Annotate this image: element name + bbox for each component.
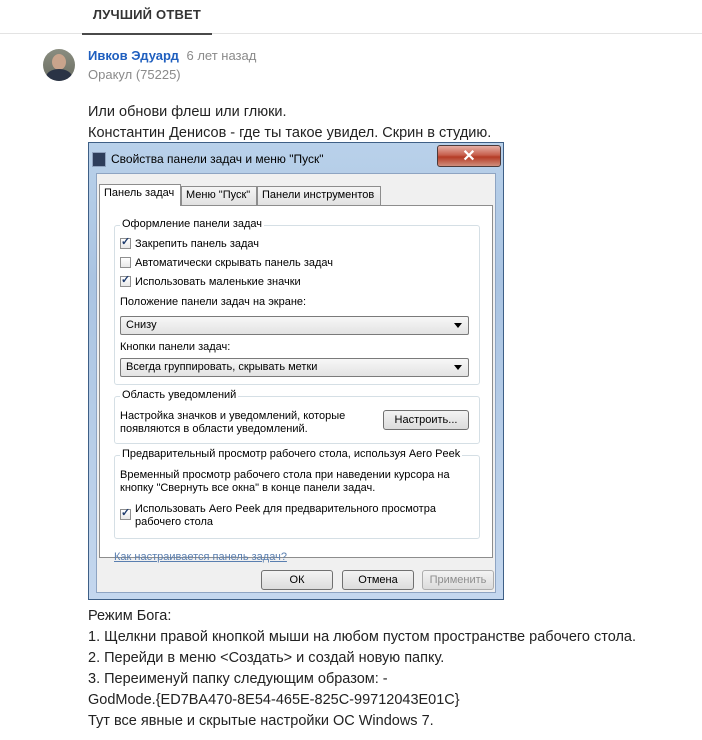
answer-time: 6 лет назад	[186, 48, 257, 63]
answer-text-line: Или обнови флеш или глюки.	[88, 104, 287, 120]
dialog-titlebar	[89, 143, 503, 173]
buttons-label: Кнопки панели задач:	[120, 341, 231, 353]
answer-text-line: Константин Денисов - где ты такое увидел. Скрин в студию.	[88, 125, 492, 141]
dialog-title: Свойства панели задач и меню "Пуск"	[111, 152, 324, 166]
group-label: Предварительный просмотр рабочего стола, используя Aero Peek	[122, 448, 461, 460]
notify-desc: появляются в области уведомлений.	[120, 423, 308, 435]
peek-desc: кнопку "Свернуть все окна" в конце панели задач.	[120, 482, 376, 494]
dropdown-arrow-icon	[454, 365, 462, 370]
lock-taskbar-checkbox[interactable]: ✓Закрепить панель задач	[120, 238, 259, 250]
cancel-button[interactable]: Отмена	[342, 570, 414, 590]
notify-desc: Настройка значков и уведомлений, которые	[120, 410, 346, 422]
group-taskbar-appearance	[114, 218, 480, 385]
answer-text-line: 3. Переименуй папку следующим образом: -	[88, 671, 388, 687]
autohide-checkbox[interactable]: Автоматически скрывать панель задач	[120, 257, 333, 269]
aero-peek-checkbox[interactable]: ✓Использовать Aero Peek для предварительного просмотра рабочего стола	[120, 503, 436, 529]
tab-panel	[99, 205, 493, 563]
answer-text-line: Режим Бога:	[88, 608, 172, 624]
taskbar-icon	[92, 152, 106, 167]
avatar-face	[52, 54, 66, 70]
author-name-link[interactable]: Ивков Эдуард	[88, 48, 179, 63]
tab-start-menu[interactable]: Меню "Пуск"	[181, 186, 257, 205]
apply-button: Применить	[422, 570, 494, 590]
group-label: Оформление панели задач	[122, 218, 263, 230]
answer-text-line: GodMode.{ED7BA470-8E54-465E-825C-99712043E01C}	[88, 692, 460, 708]
small-icons-checkbox[interactable]: ✓Использовать маленькие значки	[120, 276, 301, 288]
peek-desc: Временный просмотр рабочего стола при наведении курсора на	[120, 469, 450, 481]
group-label: Область уведомлений	[122, 389, 237, 401]
answer-tabbar	[0, 0, 702, 34]
dialog-screenshot	[88, 142, 504, 600]
dropdown-arrow-icon	[454, 323, 462, 328]
checkbox-checked-icon	[120, 238, 131, 249]
buttons-combo[interactable]: Всегда группировать, скрывать метки	[120, 358, 469, 377]
answer-text-line: 2. Перейди в меню <Создать> и создай новую папку.	[88, 650, 445, 666]
help-link[interactable]: Как настраивается панель задач?	[114, 551, 287, 563]
tab-taskbar[interactable]: Панель задач	[99, 184, 181, 206]
author-rank: Оракул (75225)	[88, 67, 181, 82]
group-aero-peek	[114, 448, 480, 539]
avatar-body	[46, 69, 72, 81]
ok-button[interactable]: ОК	[261, 570, 333, 590]
checkbox-checked-icon	[120, 276, 131, 287]
customize-button[interactable]: Настроить...	[383, 410, 469, 430]
checkbox-empty-icon	[120, 257, 131, 268]
group-notification-area	[114, 389, 480, 444]
position-label: Положение панели задач на экране:	[120, 296, 307, 308]
author-line	[88, 48, 256, 63]
checkbox-checked-icon	[120, 509, 131, 520]
dialog-client	[96, 173, 496, 593]
position-combo[interactable]: Снизу	[120, 316, 469, 335]
tab-toolbars[interactable]: Панели инструментов	[257, 186, 381, 205]
close-icon: ✕	[462, 148, 476, 165]
close-button[interactable]	[437, 145, 501, 167]
avatar[interactable]	[43, 49, 75, 81]
answer-text-line: Тут все явные и скрытые настройки ОС Windows 7.	[88, 713, 434, 729]
answer-text-line: 1. Щелкни правой кнопкой мыши на любом пустом пространстве рабочего стола.	[88, 629, 637, 645]
tab-best-answer[interactable]: ЛУЧШИЙ ОТВЕТ	[82, 0, 212, 35]
